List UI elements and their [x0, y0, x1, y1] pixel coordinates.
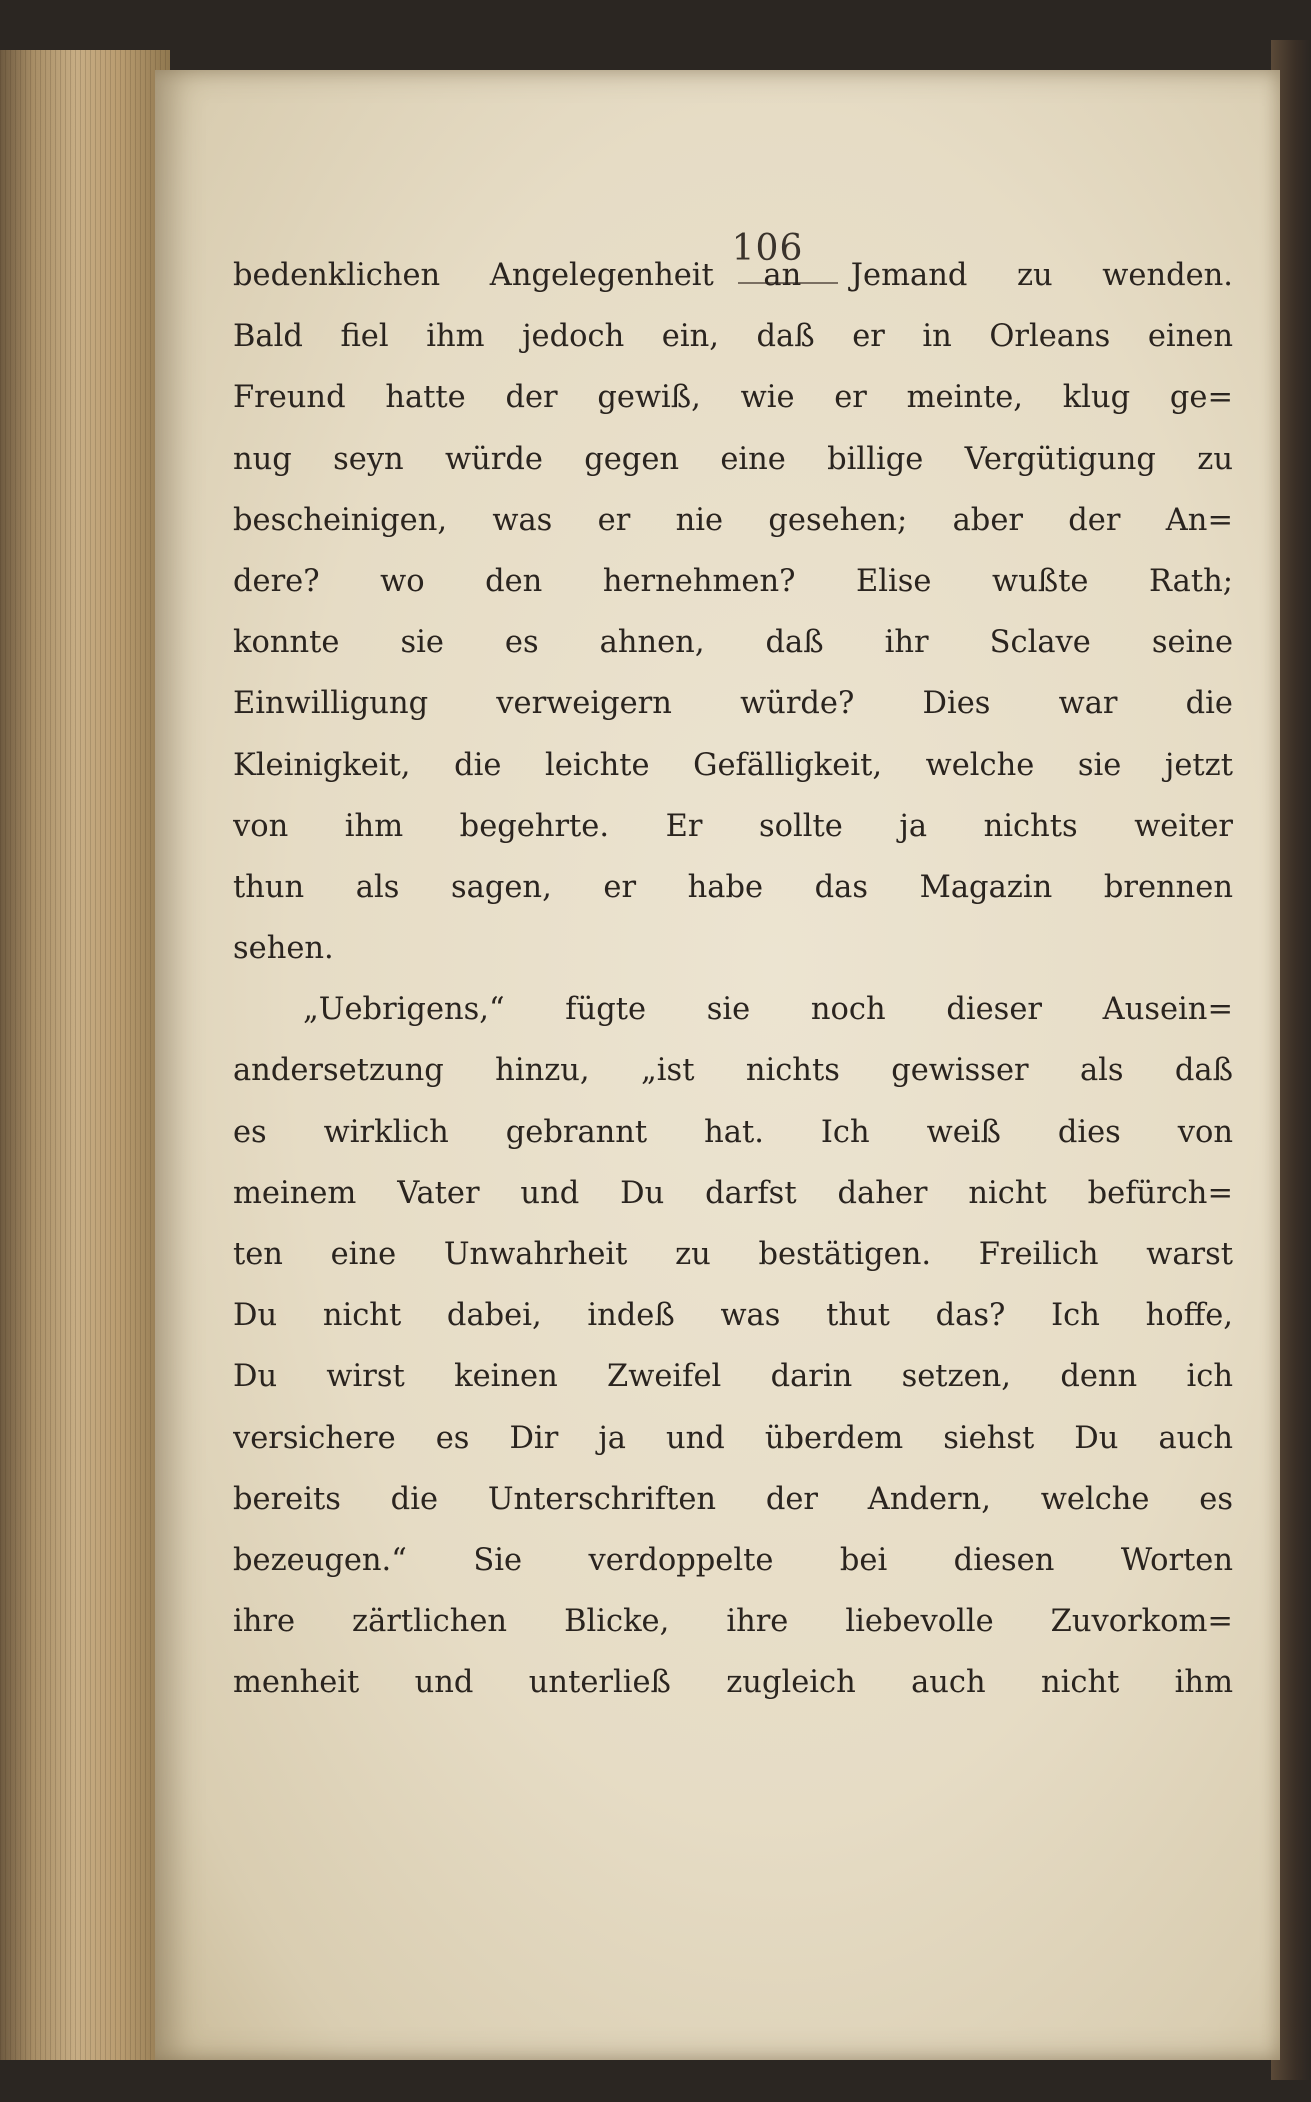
text-line: bedenklichen Angelegenheit an Jemand zu wenden.	[233, 258, 1233, 293]
text-line: Einwilligung verweigern würde? Dies war die	[233, 686, 1233, 722]
text-line: bescheinigen, was er nie gesehen; aber der An=	[233, 502, 1233, 538]
text-line: konnte sie es ahnen, daß ihr Sclave seine	[233, 625, 1233, 661]
text-line: meinem Vater und Du darfst daher nicht befürch=	[233, 1175, 1233, 1211]
text-line: ten eine Unwahrheit zu bestätigen. Freilich warst	[233, 1237, 1233, 1272]
text-line: dere? wo den hernehmen? Elise wußte Rath;	[233, 563, 1233, 599]
text-line: Kleinigkeit, die leichte Gefälligkeit, welche sie jetzt	[233, 747, 1233, 783]
text-line: bereits die Unterschriften der Andern, welche es	[233, 1481, 1233, 1517]
text-line: menheit und unterließ zugleich auch nicht ihm	[233, 1665, 1233, 1701]
text-line: „Uebrigens,“ fügte sie noch dieser Ausein=	[303, 992, 1233, 1028]
text-line: von ihm begehrte. Er sollte ja nichts weiter	[233, 808, 1233, 844]
text-line: Freund hatte der gewiß, wie er meinte, klug ge=	[233, 380, 1233, 416]
text-line: sehen.	[233, 931, 334, 967]
text-line: bezeugen.“ Sie verdoppelte bei diesen Worten	[233, 1542, 1233, 1578]
text-line: thun als sagen, er habe das Magazin brennen	[233, 869, 1233, 905]
page-stack-edge	[0, 50, 170, 2060]
body-text	[233, 245, 1233, 1714]
page-number: 106	[731, 228, 804, 269]
text-line: versichere es Dir ja und überdem siehst Du auch	[233, 1420, 1233, 1456]
text-line: Du wirst keinen Zweifel darin setzen, denn ich	[233, 1359, 1233, 1395]
text-line: ihre zärtlichen Blicke, ihre liebevolle Zuvorkom=	[233, 1604, 1233, 1640]
text-line: es wirklich gebrannt hat. Ich weiß dies von	[233, 1114, 1233, 1150]
text-line: andersetzung hinzu, „ist nichts gewisser als daß	[233, 1053, 1233, 1089]
text-line: Bald fiel ihm jedoch ein, daß er in Orleans einen	[233, 319, 1233, 355]
text-line: Du nicht dabei, indeß was thut das? Ich hoffe,	[233, 1298, 1233, 1334]
text-line: nug seyn würde gegen eine billige Vergütigung zu	[233, 441, 1233, 477]
